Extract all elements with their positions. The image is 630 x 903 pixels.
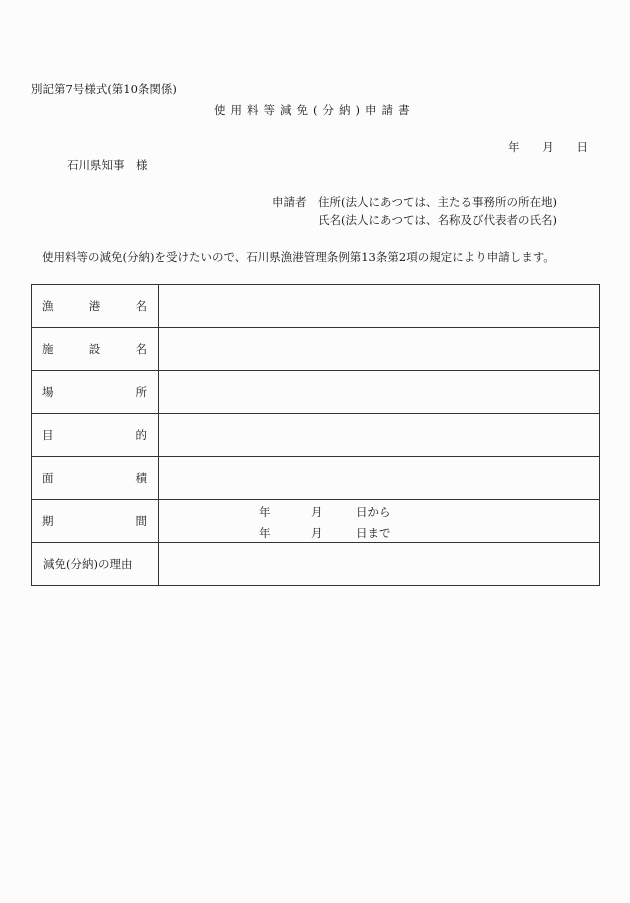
- label-text: 減免(分納)の理由: [43, 557, 133, 571]
- field-value-fishing-port[interactable]: [159, 285, 600, 328]
- period-to-line: [259, 525, 419, 541]
- table-row: [32, 457, 600, 500]
- field-label-area: [32, 457, 159, 500]
- field-label-reason: [32, 543, 159, 586]
- label-char: 漁: [42, 299, 54, 313]
- label-char: 積: [135, 471, 147, 485]
- table-row: [32, 500, 600, 543]
- period-from-year-label: 年: [259, 505, 271, 519]
- date-day-label: 日: [576, 140, 588, 154]
- form-reference: 別記第7号様式(第10条関係): [31, 82, 177, 96]
- field-label-location: [32, 371, 159, 414]
- field-value-period[interactable]: [159, 500, 600, 543]
- label-char: 間: [135, 514, 147, 528]
- field-value-area[interactable]: [159, 457, 600, 500]
- field-value-reason[interactable]: [159, 543, 600, 586]
- period-from-line: [259, 504, 419, 520]
- document-title: 使用料等減免(分納)申請書: [214, 103, 415, 117]
- label-char: 名: [135, 342, 147, 356]
- label-char: 目: [42, 428, 54, 442]
- label-char: 期: [42, 514, 54, 528]
- field-value-location[interactable]: [159, 371, 600, 414]
- field-value-purpose[interactable]: [159, 414, 600, 457]
- label-char: 面: [42, 471, 54, 485]
- period-to-suffix: 日まで: [356, 526, 391, 540]
- table-row: [32, 371, 600, 414]
- period-to-month-label: 月: [311, 526, 323, 540]
- label-char: 所: [135, 385, 147, 399]
- table-row: [32, 543, 600, 586]
- date-line: [508, 139, 588, 155]
- addressee: 石川県知事 様: [67, 158, 148, 172]
- date-year-label: 年: [508, 140, 520, 154]
- label-char: 設: [88, 342, 101, 356]
- application-statement: 使用料等の減免(分納)を受けたいので、石川県漁港管理条例第13条第2項の規定により申請します。: [42, 250, 555, 264]
- field-value-facility[interactable]: [159, 328, 600, 371]
- table-row: [32, 414, 600, 457]
- table-row: [32, 328, 600, 371]
- application-table: [31, 284, 600, 586]
- period-from-month-label: 月: [311, 505, 323, 519]
- applicant-address-label: 住所(法人にあつては、主たる事務所の所在地): [318, 195, 557, 209]
- date-month-label: 月: [542, 140, 554, 154]
- applicant-name-label: 氏名(法人にあつては、名称及び代表者の氏名): [318, 213, 557, 227]
- period-to-year-label: 年: [259, 526, 271, 540]
- applicant-label: 申請者: [272, 195, 307, 209]
- table-row: [32, 285, 600, 328]
- period-from-suffix: 日から: [356, 505, 391, 519]
- label-char: 的: [135, 428, 147, 442]
- label-char: 施: [42, 342, 54, 356]
- label-char: 港: [88, 299, 101, 313]
- field-label-fishing-port: [32, 285, 159, 328]
- field-label-period: [32, 500, 159, 543]
- label-char: 名: [135, 299, 147, 313]
- field-label-purpose: [32, 414, 159, 457]
- label-char: 場: [42, 385, 54, 399]
- field-label-facility: [32, 328, 159, 371]
